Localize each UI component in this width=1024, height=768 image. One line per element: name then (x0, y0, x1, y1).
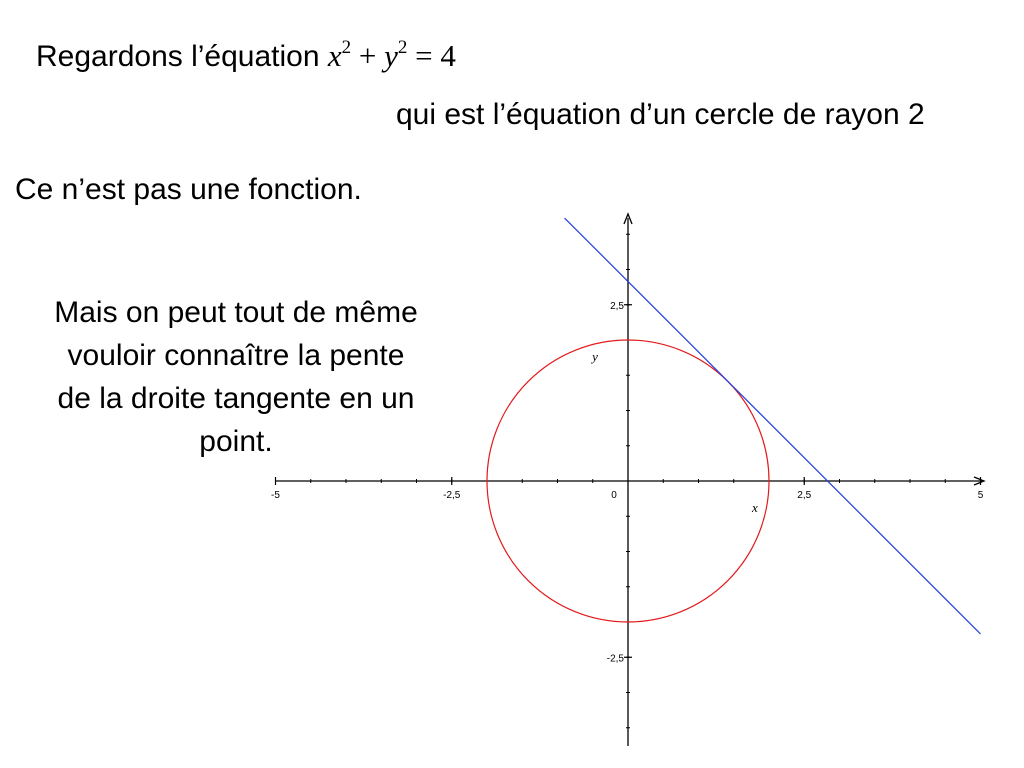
eq-y: y (384, 38, 398, 73)
eq-plus: + (351, 38, 385, 73)
x-tick-label: -5 (271, 490, 280, 501)
tangent-question-line-1: Mais on peut tout de même (54, 296, 418, 329)
eq-x: x (327, 38, 342, 73)
x-tick-label: 5 (977, 490, 984, 501)
tangent-question-line-2: vouloir connaître la pente (67, 339, 405, 372)
y-tick-label: -2,5 (606, 653, 624, 665)
circle-description: qui est l’équation d’un cercle de rayon 2 (396, 98, 925, 131)
tangent-question-line-4: point. (199, 425, 273, 458)
x-axis-label: x (752, 500, 758, 515)
y-axis-label: y (592, 349, 598, 365)
x-tick-label: -2,5 (443, 490, 461, 501)
tangent-question-line-3: de la droite tangente en un (57, 382, 415, 415)
not-a-function-text: Ce n’est pas une fonction. (15, 173, 362, 206)
intro-text: Regardons l’équation (36, 40, 320, 73)
eq-exp-x: 2 (341, 37, 352, 58)
eq-rhs: = 4 (407, 38, 456, 73)
y-tick-label: 2,5 (610, 300, 624, 312)
eq-exp-y: 2 (397, 37, 408, 58)
tangent-line (565, 218, 981, 634)
x-tick-label: 2,5 (797, 490, 812, 501)
x-tick-label: 0 (611, 490, 617, 501)
